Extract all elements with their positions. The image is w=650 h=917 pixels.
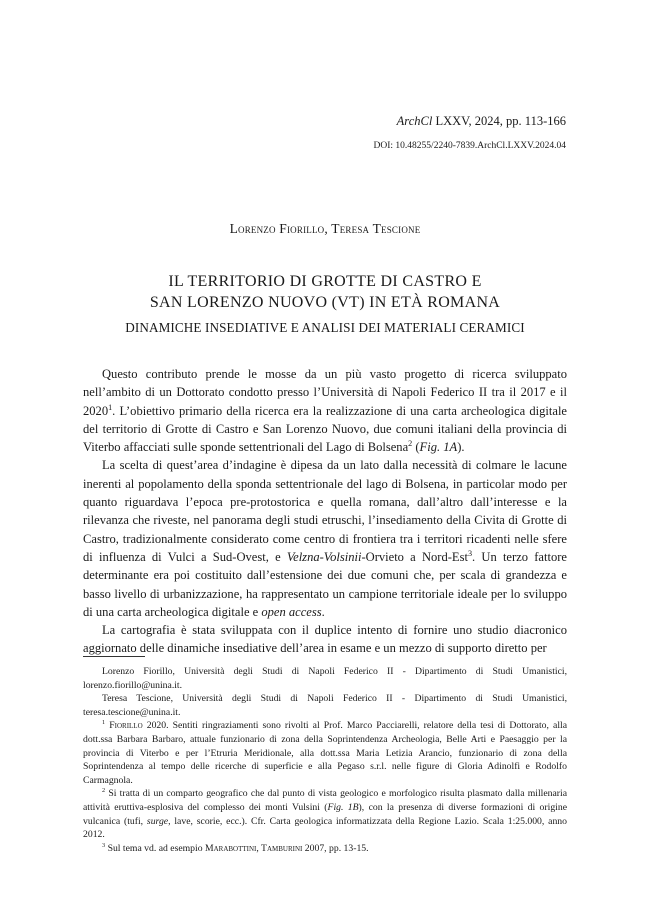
cited-authors: Marabottini, Tamburini: [204, 842, 303, 854]
footnotes: [83, 665, 567, 855]
italic-term: Velzna-Volsinii: [286, 549, 362, 564]
footnote-separator: [83, 656, 145, 657]
paragraph-2: [83, 456, 567, 621]
text-run: ).: [457, 440, 465, 455]
paragraph-1: [83, 365, 567, 456]
figure-ref-1b[interactable]: Fig. 1B: [327, 801, 359, 813]
author-affiliation-2: Teresa Tescione, Università degli Studi di Napoli Federico II - Dipartimento di Studi Umanistici, teresa.tescione@unina.it.: [83, 693, 567, 718]
footnote-number: 2: [102, 787, 106, 795]
text-run: 2007, pp. 13-15.: [302, 842, 369, 854]
footnote-3: [83, 842, 567, 856]
figure-ref-1a[interactable]: Fig. 1A: [419, 440, 458, 455]
footnote-ref-3[interactable]: 3: [467, 548, 473, 558]
footnote-2: [83, 787, 567, 841]
article-body: [83, 365, 567, 658]
text-run: -Orvieto a Nord-Est: [361, 549, 468, 564]
text-run: .: [321, 604, 325, 619]
text-run: Questo contributo prende le mosse da un più vasto progetto di ricerca sviluppato nell’ambito di un Dottorato condotto presso l’Università di Napoli Federico II tra il 2017 e il 2020: [83, 367, 567, 418]
text-run: Sul tema vd. ad esempio: [107, 842, 205, 854]
journal-volume-pages: LXXV, 2024, pp. 113-166: [435, 114, 566, 128]
doi[interactable]: DOI: 10.48255/2240-7839.ArchCl.LXXV.2024.04: [373, 141, 566, 151]
italic-term: open access: [261, 604, 322, 619]
article-authors: Lorenzo Fiorillo, Teresa Tescione: [229, 221, 421, 236]
italic-term: surge: [146, 815, 169, 827]
footnote-ref-1[interactable]: 1: [108, 402, 113, 412]
journal-citation: [374, 113, 566, 129]
text-run: La scelta di quest’area d’indagine è dipesa da un lato dalla necessità di colmare le lacune inerenti al popolamento della sponda settentrionale del lago di Bolsena, in particolar modo per quanto riguardava l’epoca pre-protostorica e quella romana, dall’altro dall’interesse e la rilevanza che riveste, nel panorama degli studi etruschi, l’insediamento della Civita di Grotte di Castro, tradizionalmente considerato come centro di frontiera tra i territori ricadenti nelle sfere di influenza di Vulci a Sud-Ovest, e: [83, 458, 567, 564]
footnote-1: [83, 719, 567, 787]
text-run: Si tratta di un comparto geografico che dal punto di vista geologico e morfologico risulta plasmato dalla millenaria attività eruttiva-esplosiva del complesso dei monti Vulsini (: [83, 788, 568, 813]
cited-author: Fiorillo: [109, 720, 143, 732]
text-run: , lave, scorie, ecc.). Cfr. Carta geologica informatizzata della Regione Lazio. Scala 1:25.000, anno 2012.: [83, 815, 567, 841]
text-run: ), con la presenza di diverse formazioni di origine vulcanica (tufi,: [83, 801, 567, 827]
author-affiliation-1: Lorenzo Fiorillo, Università degli Studi di Napoli Federico II - Dipartimento di Studi Umanistici, lorenzo.fiorillo@unina.it.: [83, 666, 567, 691]
footnote-number: 1: [102, 719, 106, 727]
footnote-ref-2[interactable]: 2: [408, 439, 413, 449]
text-run: . Un terzo fattore determinante era poi costituito dall’estensione dei due comuni che, per scala di grandezza e basso livello di urbanizzazione, ha rappresentato un campione territoriale ideale per lo sviluppo di una carta archeologica digitale e: [83, 549, 567, 619]
paragraph-3: La cartografia è stata sviluppata con il duplice intento di fornire uno studio diacronico aggiornato delle dinamiche insediative dell’area in esame e un mezzo di supporto diretto per: [83, 623, 567, 656]
article-title: [60, 271, 590, 313]
footnote-number: 3: [102, 841, 106, 849]
title-line-2: SAN LORENZO NUOVO (VT) IN ETÀ ROMANA: [149, 294, 501, 311]
title-line-1: IL TERRITORIO DI GROTTE DI CASTRO E: [168, 273, 482, 290]
text-run: (: [412, 440, 420, 455]
text-run: 2020. Sentiti ringraziamenti sono rivolti al Prof. Marco Pacciarelli, relatore della tesi di Dottorato, alla dott.ssa Barbara Barbaro, attuale funzionario di zona della Soprintendenza Archeologia, Belle Arti e Paesaggio per la provincia di Viterbo e per l’Etruria Meridionale, alla dott.ssa Maria Letizia Arancio, funzionario di zona della Soprintendenza al tempo delle ricerche di superficie e alla Pegaso s.r.l. nelle figure di Gloria Adinolfi e Rodolfo Carmagnola.: [83, 720, 568, 786]
text-run: . L’obiettivo primario della ricerca era la realizzazione di una carta archeologica digitale del territorio di Grotte di Castro e San Lorenzo Nuovo, due comuni italiani della provincia di Viterbo affacciati sulle sponde settentrionali del Lago di Bolsena: [83, 403, 567, 455]
journal-abbreviation: ArchCl: [396, 114, 433, 128]
article-subtitle: DINAMICHE INSEDIATIVE E ANALISI DEI MATERIALI CERAMICI: [125, 320, 525, 335]
journal-header: [374, 113, 566, 153]
